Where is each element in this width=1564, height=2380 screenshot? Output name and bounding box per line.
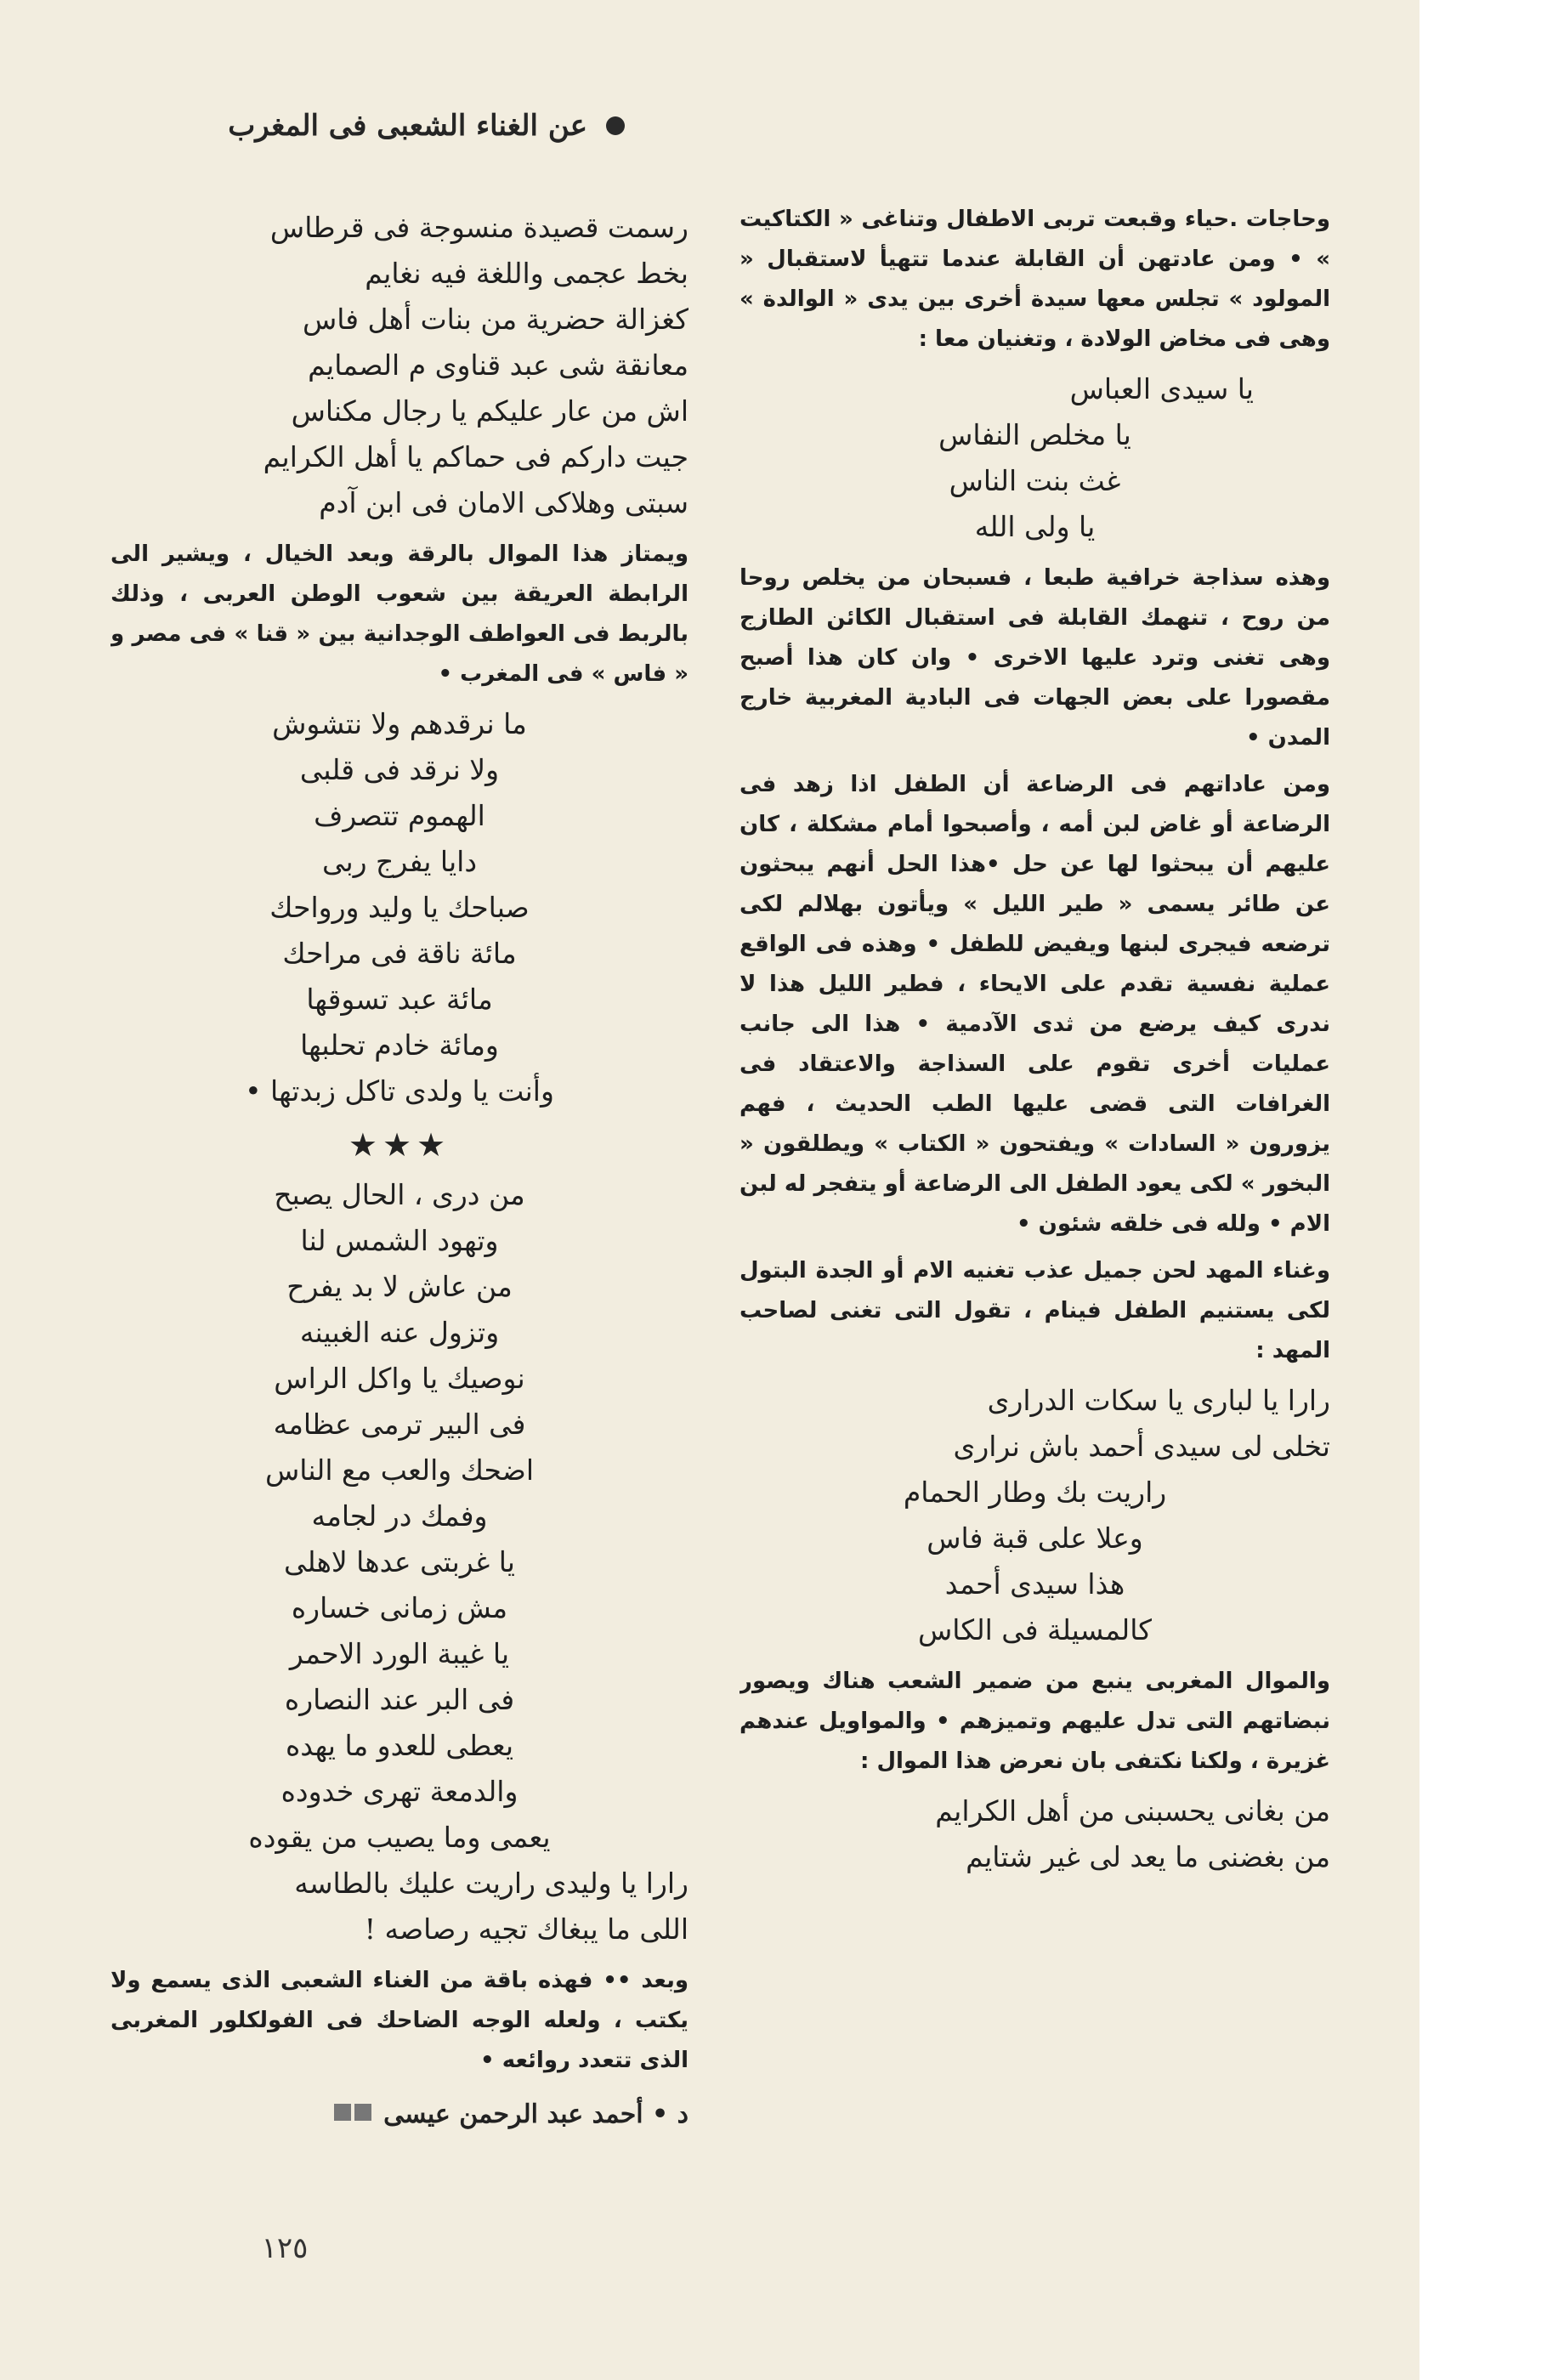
- verse-line: من عاش لا بد يفرح: [286, 1270, 513, 1303]
- verse-line: كغزالة حضرية من بنات أهل فاس: [302, 303, 688, 336]
- verse-line: وتهود الشمس لنا: [300, 1224, 499, 1257]
- verse-line: اش من عار عليكم يا رجال مكناس: [291, 394, 688, 428]
- paragraph: وغناء المهد لحن جميل عذب تغنيه الام أو الجدة البتول لكى يستنيم الطفل فينام ، تقول التى تغنى لصاحب المهد :: [740, 1258, 1330, 1363]
- verse-line: معانقة شى عبد قناوى م الصمايم: [308, 348, 688, 382]
- verse-line: جيت داركم فى حماكم يا أهل الكرايم: [263, 440, 688, 473]
- verse-line: والدمعة تهرى خدوده: [280, 1775, 518, 1808]
- verse-line: مائة عبد تسوقها: [306, 983, 493, 1016]
- verse-line: فى البير ترمى عظامه: [273, 1408, 526, 1441]
- verse-line: اضحك والعب مع الناس: [264, 1454, 534, 1487]
- verse-line: يا سيدى العباس: [1069, 372, 1254, 405]
- paragraph: وبعد •• فهذه باقة من الغناء الشعبى الذى يسمع ولا يكتب ، ولعله الوجه الضاحك فى الفولكلور المغربى الذى تتعدد روائعه •: [110, 1968, 688, 2073]
- verse-line: يا مخلص النفاس: [938, 418, 1131, 451]
- verse-line: رارا يا لبارى يا سكات الدرارى: [987, 1384, 1330, 1417]
- scan-margin: [1420, 0, 1564, 2380]
- page-number: ١٢٥: [261, 2231, 309, 2265]
- verse-line: ما نرقدهم ولا نتشوش: [272, 707, 527, 740]
- paragraph: وحاجات .حياء وقبعت تربى الاطفال وتناغى « الكتاكيت » • ومن عادتهن أن القابلة عندما تتهيأ لاستقبال « المولود » تجلس معها سيدة أخرى بين يدى « الوالدة » وهى فى مخاض الولادة ، وتغنيان معا :: [740, 207, 1330, 352]
- verse-line: صباحك يا وليد ورواحك: [269, 891, 530, 924]
- verse-line: هذا سيدى أحمد: [944, 1567, 1125, 1601]
- paragraph: ومن عاداتهم فى الرضاعة أن الطفل اذا زهد فى الرضاعة أو غاض لبن أمه ، وأصبحوا أمام مشكلة ، كان عليهم أن يبحثوا لها عن حل •هذا الحل أنهم يبحثون عن طائر يسمى « طير الليل » ويأتون بهلالم لكى ترضعه فيجرى لبنها ويفيض للطفل • وهذه فى الواقع عملية نفسية تقدم على الايحاء ، فطير الليل هذا لا ندرى كيف يرضع من ثدى الآدمية • هذا الى جانب عمليات أخرى تقوم على السذاجة والاعتقاد فى الغرافات التى قضى عليها الطب الحديث ، فهم يزورون « السادات » ويفتحون « الكتاب » ويطلقون « البخور » لكى يعود الطفل الى الرضاعة أو يتفجر له لبن الام • ولله فى خلقه شئون •: [740, 772, 1330, 1237]
- verse-line: يا غربتى عدها لاهلى: [284, 1545, 515, 1578]
- end-mark-icon: [334, 2104, 371, 2121]
- verse-line: يا ولى الله: [974, 510, 1096, 543]
- verse-line: كالمسيلة فى الكاس: [918, 1613, 1152, 1646]
- verse-line: الهموم تتصرف: [314, 799, 485, 832]
- verse-line: تخلى لى سيدى أحمد باش نرارى: [953, 1430, 1330, 1463]
- verse-line: راريت بك وطار الحمام: [903, 1476, 1167, 1509]
- verse-line: مائة ناقة فى مراحك: [282, 937, 517, 970]
- section-separator-stars: ★★★: [348, 1126, 451, 1164]
- verse-block: [110, 205, 688, 526]
- page-header: [115, 100, 625, 151]
- verse-block: [740, 1788, 1330, 1880]
- verse-line: دايا يفرج ربى: [321, 845, 478, 878]
- verse-line: وأنت يا ولدى تاكل زبدتها •: [245, 1074, 554, 1108]
- closing-paragraph: [110, 1961, 688, 2088]
- verse-line: يعمى وما يصيب من يقوده: [248, 1821, 551, 1854]
- paragraph: وهذه سذاجة خرافية طبعا ، فسبحان من يخلص روحا من روح ، تنهمك القابلة فى استقبال الكائن الطازج وهى تغنى وترد عليها الاخرى • وان كان هذا أصبح مقصورا على بعض الجهات فى البادية المغربية خارج المدن •: [740, 565, 1330, 751]
- verse-block: [110, 701, 688, 1114]
- verse-line: ولا نرقد فى قلبى: [299, 753, 500, 786]
- verse-line: وعلا على قبة فاس: [926, 1522, 1143, 1555]
- verse-line: ومائة خادم تحلبها: [300, 1028, 499, 1062]
- paragraph: والموال المغربى ينبع من ضمير الشعب هناك ويصور نبضاتهم التى تدل عليهم وتميزهم • والمواويل عندهم غزيرة ، ولكنا نكتفى بان نعرض هذا الموال :: [740, 1669, 1330, 1774]
- verse-line: يا غيبة الورد الاحمر: [289, 1637, 510, 1670]
- author-line: [110, 2088, 688, 2137]
- verse-line: وفمك در لجامه: [311, 1499, 488, 1533]
- header-bullet-icon: [606, 116, 625, 135]
- verse-line: غث بنت الناس: [949, 464, 1121, 497]
- verse-block: [110, 1172, 688, 1952]
- verse-line: يعطى للعدو ما يهده: [285, 1729, 514, 1762]
- verse-block: [740, 1378, 1330, 1653]
- verse-line: مش زمانى خساره: [291, 1591, 508, 1624]
- running-title: عن الغناء الشعبى فى المغرب: [228, 109, 587, 143]
- verse-block: [740, 366, 1330, 550]
- right-column: [740, 200, 1330, 2116]
- verse-line: من درى ، الحال يصبح: [274, 1178, 525, 1211]
- verse-line: فى البر عند النصاره: [284, 1683, 515, 1716]
- verse-line: بخط عجمى واللغة فيه نغايم: [365, 257, 688, 290]
- verse-line: رارا يا وليدى راريت عليك بالطاسه: [294, 1867, 688, 1900]
- verse-line: من بغضنى ما يعد لى غير شتايم: [966, 1840, 1330, 1873]
- author-signature: د • أحمد عبد الرحمن عيسى: [383, 2100, 688, 2129]
- paragraph: ويمتاز هذا الموال بالرقة وبعد الخيال ، ويشير الى الرابطة العريقة بين شعوب الوطن العربى ، وذلك بالربط فى العواطف الوجدانية بين « قنا » فى مصر و « فاس » فى المغرب •: [110, 541, 688, 687]
- verse-line: من بغانى يحسبنى من أهل الكرايم: [935, 1794, 1330, 1828]
- left-column: [110, 200, 688, 2146]
- verse-line: وتزول عنه الغبينه: [299, 1316, 500, 1349]
- verse-line: اللى ما يبغاك تجيه رصاصه !: [364, 1912, 688, 1946]
- verse-line: سبتى وهلاكى الامان فى ابن آدم: [319, 486, 688, 519]
- verse-line: رسمت قصيدة منسوجة فى قرطاس: [269, 211, 688, 244]
- verse-line: نوصيك يا واكل الراس: [274, 1362, 525, 1395]
